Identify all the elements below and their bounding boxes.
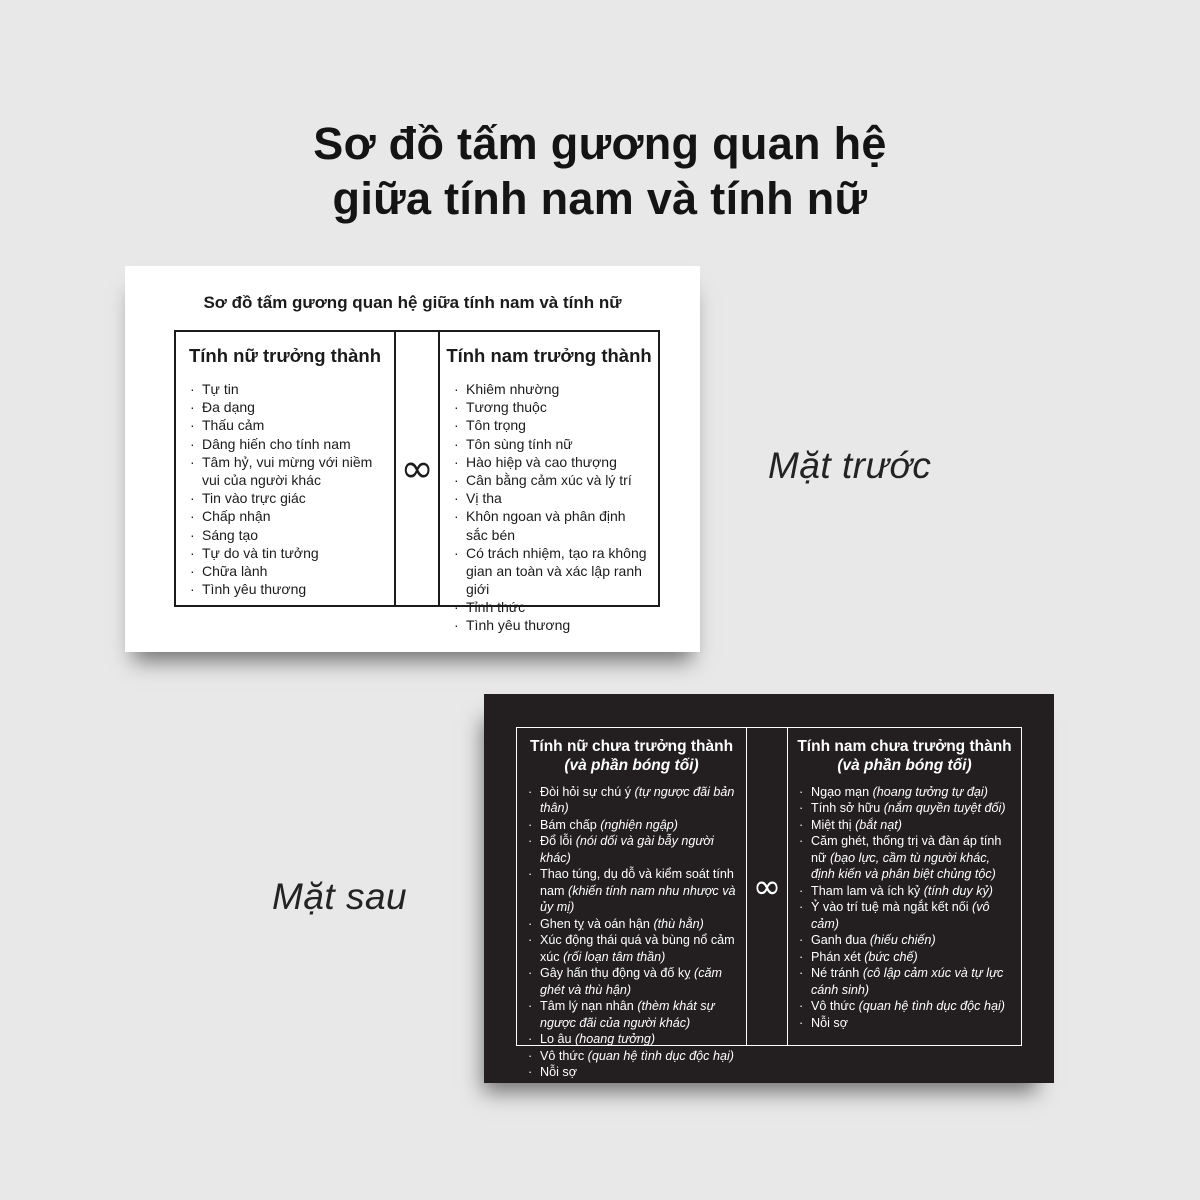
back-feminine-header-line2: (và phần bóng tối): [564, 757, 699, 775]
list-item: [190, 562, 386, 580]
front-feminine-header: Tính nữ trưởng thành: [188, 345, 382, 366]
item-text: Vô thức (quan hệ tình dục độc hại): [811, 999, 1005, 1014]
main-title-line1: Sơ đồ tấm gương quan hệ: [313, 118, 887, 170]
bullet-dot: ·: [528, 916, 533, 931]
list-item: [528, 1064, 740, 1080]
bullet-dot: ·: [454, 490, 459, 507]
list-item: [454, 598, 650, 616]
item-note: (tính duy kỷ): [923, 883, 993, 898]
front-masculine-header: Tính nam trưởng thành: [446, 345, 652, 366]
item-text: Ngạo mạn (hoang tưởng tự đại): [811, 784, 988, 799]
list-item: [528, 866, 740, 915]
back-card: [484, 694, 1054, 1083]
back-column-masculine: [788, 728, 1021, 1045]
bullet-dot: ·: [799, 817, 804, 832]
front-side-label: Mặt trước: [768, 445, 932, 486]
item-text: Tính sở hữu (nắm quyền tuyệt đối): [811, 801, 1006, 816]
list-item: [454, 453, 650, 471]
bullet-dot: ·: [799, 949, 804, 964]
back-masculine-header: [788, 728, 1021, 776]
item-text: Miệt thị (bắt nạt): [811, 817, 902, 832]
item-text: Ganh đua (hiếu chiến): [811, 933, 936, 948]
bullet-dot: ·: [799, 933, 804, 948]
item-text: Vô thức (quan hệ tình dục độc hại): [540, 1048, 734, 1063]
bullet-dot: ·: [528, 999, 533, 1014]
list-item: [190, 380, 386, 398]
list-item: [799, 899, 1015, 932]
bullet-dot: ·: [528, 933, 533, 948]
bullet-dot: ·: [190, 526, 195, 543]
bullet-dot: ·: [799, 966, 804, 981]
item-note: (rối loạn tâm thần): [563, 949, 666, 964]
list-item: [190, 435, 386, 453]
bullet-dot: ·: [528, 1064, 533, 1079]
item-text: Tin vào trực giác: [202, 490, 306, 507]
item-text: Bám chấp (nghiện ngập): [540, 817, 678, 832]
infinity-icon: ∞: [400, 445, 434, 492]
item-text: Sáng tạo: [202, 526, 259, 543]
list-item: [528, 1031, 740, 1047]
main-title: [0, 116, 1200, 227]
item-text: Tham lam và ích kỷ (tính duy kỷ): [811, 883, 993, 898]
bullet-dot: ·: [528, 834, 533, 849]
bullet-dot: ·: [190, 435, 195, 452]
bullet-dot: ·: [799, 900, 804, 915]
bullet-dot: ·: [190, 562, 195, 579]
front-column-masculine: [440, 332, 658, 634]
list-item: [454, 616, 650, 634]
item-note: (hiếu chiến): [869, 933, 936, 948]
list-item: [799, 817, 1015, 833]
bullet-dot: ·: [799, 801, 804, 816]
front-masculine-items: [440, 367, 658, 635]
list-item: [799, 965, 1015, 998]
bullet-dot: ·: [454, 471, 459, 488]
back-masculine-header-line1: Tính nam chưa trưởng thành: [797, 738, 1012, 755]
bullet-dot: ·: [528, 817, 533, 832]
list-item: [528, 998, 740, 1031]
list-item: [799, 998, 1015, 1014]
item-text: Nỗi sợ: [811, 1015, 848, 1030]
item-text: Phán xét (bức chế): [811, 949, 918, 964]
item-text: Né tránh (cô lập cảm xúc và tự lực cánh sinh): [811, 966, 1004, 997]
list-item: [190, 526, 386, 544]
item-note: (nghiện ngập): [600, 817, 678, 832]
item-text: Tâm hỷ, vui mừng với niềm vui của người khác: [202, 453, 373, 488]
item-text: Tình yêu thương: [202, 581, 307, 598]
back-feminine-items: [517, 776, 746, 1081]
item-note: (bạo lực, cầm tù người khác, định kiến và phân biệt chủng tộc): [811, 850, 996, 882]
back-column-feminine: [517, 728, 746, 1079]
item-text: Thấu cảm: [202, 417, 265, 434]
item-note: (cô lập cảm xúc và tự lực cánh sinh): [811, 966, 1004, 997]
bullet-dot: ·: [454, 381, 459, 397]
bullet-dot: ·: [454, 617, 459, 634]
item-text: Tự tin: [202, 381, 239, 397]
back-feminine-header: [517, 728, 746, 776]
list-item: [528, 916, 740, 932]
item-note: (thèm khát sự ngược đãi của người khác): [540, 999, 715, 1030]
item-note: (nói dối và gài bẫy người khác): [540, 834, 714, 865]
bullet-dot: ·: [454, 435, 459, 452]
bullet-dot: ·: [799, 1015, 804, 1030]
list-item: [190, 453, 386, 489]
list-item: [454, 435, 650, 453]
bullet-dot: ·: [454, 544, 459, 561]
item-text: Nỗi sợ: [540, 1064, 577, 1079]
item-note: (thù hằn): [653, 916, 704, 931]
item-text: Đa dạng: [202, 399, 255, 416]
item-text: Thao túng, dụ dỗ và kiểm soát tính nam (khiến tính nam nhu nhược và ủy mị): [540, 867, 736, 915]
back-middle-cell: [746, 728, 788, 1045]
bullet-dot: ·: [528, 867, 533, 882]
list-item: [454, 471, 650, 489]
item-note: (khiến tính nam nhu nhược và ủy mị): [540, 883, 736, 915]
back-table: [516, 727, 1022, 1079]
bullet-dot: ·: [454, 417, 459, 434]
list-item: [190, 544, 386, 562]
front-table: [174, 330, 660, 634]
list-item: [799, 833, 1015, 882]
item-note: (bức chế): [864, 949, 918, 964]
item-text: Ghen tỵ và oán hận (thù hằn): [540, 916, 704, 931]
list-item: [190, 489, 386, 507]
front-card: [125, 266, 700, 652]
list-item: [528, 1048, 740, 1064]
list-item: [190, 416, 386, 434]
bullet-dot: ·: [454, 453, 459, 470]
back-masculine-items: [788, 776, 1021, 1031]
bullet-dot: ·: [799, 883, 804, 898]
front-column-feminine: [176, 332, 394, 605]
item-text: Căm ghét, thống trị và đàn áp tính nữ (bạo lực, cầm tù người khác, định kiến và phân biệt chủng tộc): [811, 834, 1002, 882]
bullet-dot: ·: [190, 581, 195, 598]
main-title-line2: giữa tính nam và tính nữ: [332, 173, 868, 225]
item-text: Đòi hỏi sự chú ý (tự ngược đãi bản thân): [540, 784, 735, 816]
item-note: (quan hệ tình dục độc hại): [858, 999, 1005, 1014]
bullet-dot: ·: [528, 966, 533, 981]
item-text: Khôn ngoan và phân định sắc bén: [466, 508, 626, 543]
item-text: Tôn trọng: [466, 417, 526, 434]
list-item: [190, 580, 386, 598]
list-item: [528, 784, 740, 817]
list-item: [454, 416, 650, 434]
item-text: Ỷ vào trí tuệ mà ngắt kết nối (vô cảm): [811, 900, 990, 931]
item-text: Hào hiệp và cao thượng: [466, 453, 617, 470]
list-item: [799, 932, 1015, 948]
list-item: [528, 817, 740, 833]
item-text: Tình yêu thương: [466, 617, 571, 634]
item-text: Vị tha: [466, 490, 502, 507]
bullet-dot: ·: [799, 999, 804, 1014]
list-item: [528, 965, 740, 998]
item-text: Cân bằng cảm xúc và lý trí: [466, 471, 632, 488]
item-note: (tự ngược đãi bản thân): [540, 784, 735, 816]
bullet-dot: ·: [190, 417, 195, 434]
item-text: Gây hấn thụ động và đố kỵ (căm ghét và thù hận): [540, 966, 723, 997]
bullet-dot: ·: [528, 1032, 533, 1047]
bullet-dot: ·: [799, 784, 804, 799]
list-item: [799, 784, 1015, 800]
item-text: Chấp nhận: [202, 508, 271, 525]
list-item: [454, 398, 650, 416]
list-item: [454, 380, 650, 398]
item-text: Xúc động thái quá và bùng nổ cảm xúc (rối loạn tâm thần): [540, 933, 735, 964]
item-text: Lo âu (hoang tưởng): [540, 1032, 656, 1047]
item-text: Tôn sùng tính nữ: [466, 435, 573, 452]
list-item: [454, 507, 650, 543]
bullet-dot: ·: [454, 399, 459, 416]
list-item: [799, 800, 1015, 816]
bullet-dot: ·: [190, 490, 195, 507]
list-item: [190, 398, 386, 416]
item-note: (quan hệ tình dục độc hại): [587, 1048, 734, 1063]
bullet-dot: ·: [528, 1048, 533, 1063]
item-text: Tâm lý nạn nhân (thèm khát sự ngược đãi của người khác): [540, 999, 715, 1030]
bullet-dot: ·: [190, 508, 195, 525]
back-masculine-header-line2: (và phần bóng tối): [837, 757, 972, 775]
item-text: Chữa lành: [202, 562, 268, 579]
bullet-dot: ·: [190, 399, 195, 416]
item-note: (hoang tưởng tự đại): [872, 784, 988, 799]
list-item: [799, 949, 1015, 965]
item-text: Khiêm nhường: [466, 381, 560, 397]
list-item: [799, 1015, 1015, 1031]
bullet-dot: ·: [190, 453, 195, 470]
front-card-title: Sơ đồ tấm gương quan hệ giữa tính nam và tính nữ: [203, 293, 622, 312]
item-text: Tương thuộc: [466, 399, 547, 416]
list-item: [454, 489, 650, 507]
item-text: Dâng hiến cho tính nam: [202, 435, 351, 452]
item-text: Đổ lỗi (nói dối và gài bẫy người khác): [540, 834, 714, 865]
item-note: (hoang tưởng): [575, 1032, 656, 1047]
item-note: (vô cảm): [811, 900, 990, 931]
front-feminine-items: [176, 367, 394, 598]
back-side-label: Mặt sau: [272, 876, 408, 917]
list-item: [190, 507, 386, 525]
item-text: Có trách nhiệm, tạo ra không gian an toàn và xác lập ranh giới: [466, 544, 647, 598]
item-text: Tỉnh thức: [466, 599, 526, 616]
bullet-dot: ·: [190, 381, 195, 397]
list-item: [528, 833, 740, 866]
bullet-dot: ·: [190, 544, 195, 561]
item-note: (căm ghét và thù hận): [540, 966, 723, 997]
list-item: [454, 544, 650, 599]
bullet-dot: ·: [454, 599, 459, 616]
bullet-dot: ·: [528, 784, 533, 799]
bullet-dot: ·: [799, 834, 804, 849]
list-item: [528, 932, 740, 965]
item-note: (bắt nạt): [855, 817, 902, 832]
list-item: [799, 883, 1015, 899]
back-feminine-header-line1: Tính nữ chưa trưởng thành: [529, 738, 734, 755]
item-text: Tự do và tin tưởng: [202, 544, 319, 561]
bullet-dot: ·: [454, 508, 459, 525]
front-middle-cell: [394, 332, 440, 605]
infinity-icon: ∞: [752, 866, 782, 907]
item-note: (nắm quyền tuyệt đối): [883, 801, 1006, 816]
